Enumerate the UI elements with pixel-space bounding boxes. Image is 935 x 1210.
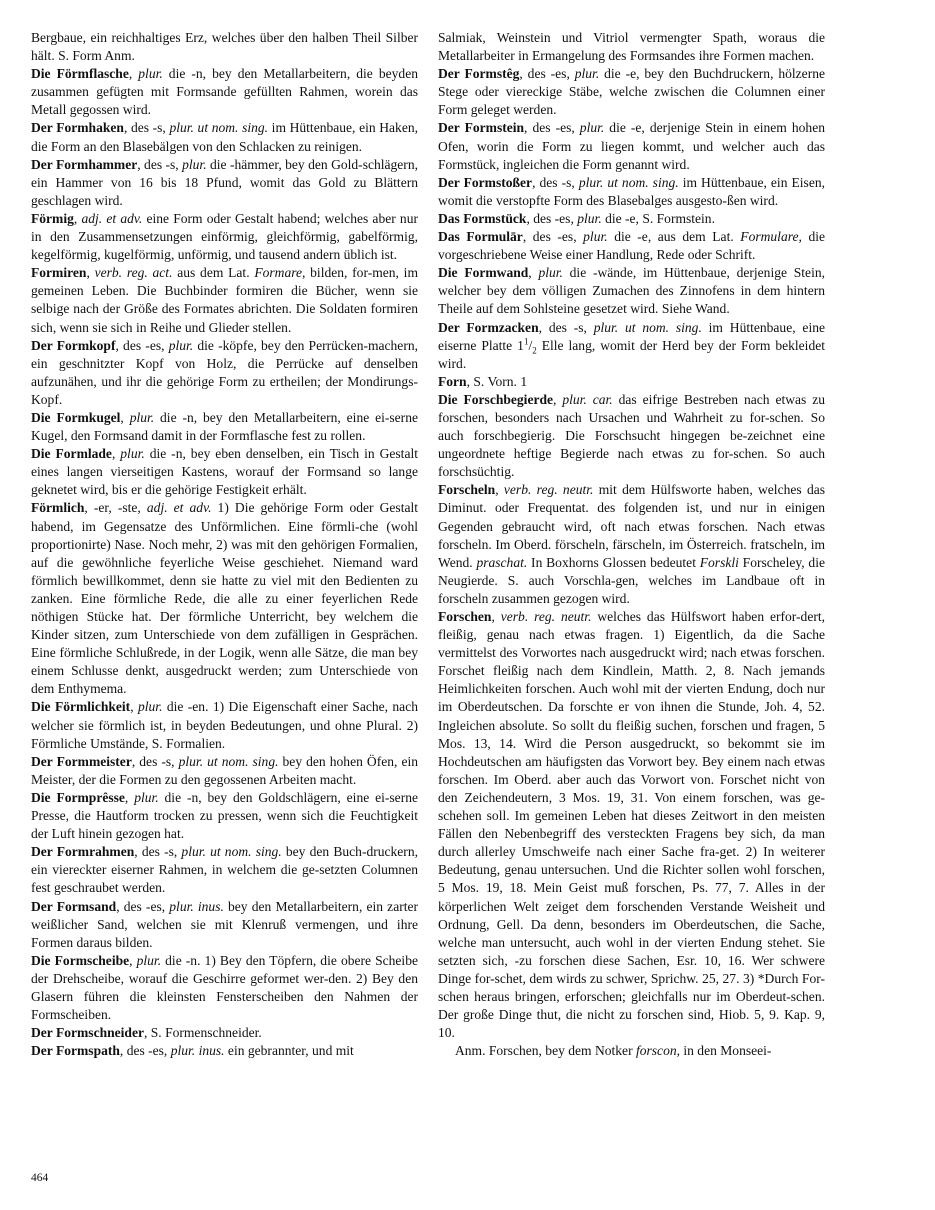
- grammar-note: praschat.: [476, 554, 528, 570]
- dictionary-entry: [31, 29, 418, 65]
- entry-text: , -er, -ste,: [84, 500, 147, 516]
- entry-text: 1) Die gehörige Form oder Gestalt habend, im Gegensatze des Unförmlichen. Eine förmli-che (wohl proportionirte) Nase. Noch mehr, 2) was mit den gehörigen Formalien, auf die gewöhnliche feyerliche Weise geschiehet. Niemand ward förmlich bewillkommet, denn sie hatte zu viel mit den Bedienten zu zanken. Eine förmliche Rede, die alle zu einer feyerlichen Rede nöthigen Stücke hat. Der förmliche Unterricht, bey welchem die Kinder sitzen, zum Unterschiede von dem zufälligen in Gesprächen. Eine förmliche Schlußrede, in der Logik, wenn alle Sätze, die man bey einem Schlusse denkt, ausgedruckt werden; zum Unterschiede von dem Enthymema.: [31, 500, 418, 697]
- entry-text: die -e, derjenige Stein in einem hohen Ofen, worin die Form zu liegen kommt, und welcher auch das Formstück, ingleichen die Form genannt wird.: [438, 120, 825, 172]
- headword: Der Formmeister: [31, 753, 132, 769]
- entry-text: in den Monseei-: [680, 1043, 772, 1059]
- dictionary-entry: [438, 608, 825, 1042]
- headword: Das Formstück: [438, 210, 527, 226]
- headword: Formiren: [31, 265, 87, 281]
- entry-text: ein gebrannter, und mit: [224, 1043, 354, 1059]
- headword: Die Formscheibe: [31, 952, 130, 968]
- grammar-note: plur. ut nom. sing.: [593, 319, 702, 335]
- headword: Die Formprêsse: [31, 789, 125, 805]
- entry-text: ,: [553, 391, 563, 407]
- dictionary-entry: [31, 119, 418, 155]
- grammar-note: plur. car.: [562, 391, 613, 407]
- grammar-note: plur.: [579, 120, 605, 136]
- entry-text: bey den hohen Öfen, ein Meister, der die Formen zu den gegossenen Arbeiten macht.: [31, 753, 418, 787]
- entry-text: die -en. 1) Die Eigenschaft einer Sache, nach welcher sie förmlich ist, in beyden Bedeutungen, und ohne Plural. 2) Förmliche Umstände, S. Formalien.: [31, 699, 418, 751]
- grammar-note: plur.: [134, 789, 159, 805]
- grammar-note: plur. ut nom. sing.: [181, 844, 282, 860]
- headword: Die Formlade: [31, 446, 112, 462]
- entry-text: die -köpfe, bey den Perrücken-machern, ein geschnitzter Kopf von Holz, die Perrücke auf denselben aufzunähen, und ihr die gehörige Form zu ertheilen; der Mondirungs-Kopf.: [31, 337, 418, 407]
- entry-text: die -n. 1) Bey den Töpfern, die obere Scheibe der Drehscheibe, worauf die Geschirre geformet wer-den. 2) Bey den Glasern führen die kleinsten Fensterscheiben den Nahmen der Formscheiben.: [31, 952, 418, 1023]
- dictionary-entry: [438, 119, 825, 173]
- headword: Die Forschbegierde: [438, 391, 554, 407]
- entry-text: , des -es,: [522, 229, 584, 245]
- entry-text: , des -es,: [524, 120, 580, 136]
- dictionary-entry: [31, 264, 418, 336]
- entry-text: ,: [495, 482, 504, 498]
- grammar-note: plur.: [574, 66, 600, 82]
- entry-text: die -n, bey eben denselben, ein Tisch in Gestalt eines langen vierseitigen Kastens, worauf der Formsand so lange geknetet wird, bis er die gehörige Festigkeit erhält.: [31, 446, 418, 498]
- dictionary-entry: [31, 898, 418, 952]
- headword: Der Formspath: [31, 1043, 120, 1059]
- entry-text: ,: [73, 210, 82, 226]
- headword: Der Formhaken: [31, 120, 124, 136]
- entry-text: , des -es,: [116, 898, 170, 914]
- grammar-note: Forskli: [699, 554, 739, 570]
- entry-text: mit dem Hülfsworte haben, welches das Diminut. oder Frequentat. des folgenden ist, und nur in einigen Gegenden gebraucht wird, oft nach etwas forschen. Nach etwas forscheln. Im Oberd. förscheln, färscheln, im Österreich. fratscheln, im Wend.: [438, 482, 826, 570]
- dictionary-entry: [31, 1042, 418, 1060]
- headword: Die Formkugel: [31, 409, 121, 425]
- grammar-note: plur.: [538, 265, 563, 281]
- headword: Der Formrahmen: [31, 844, 135, 860]
- entry-text: die -e, S. Formstein.: [601, 210, 715, 226]
- headword: Förmig: [31, 210, 74, 226]
- dictionary-entry: [31, 753, 418, 789]
- dictionary-entry: [438, 1042, 825, 1060]
- headword: Der Formsand: [31, 898, 117, 914]
- grammar-note: forscon,: [635, 1043, 680, 1059]
- dictionary-entry: [438, 29, 825, 65]
- entry-text: , des -s,: [134, 844, 182, 860]
- entry-text: bilden, for-men, im gemeinen Leben. Die Buchbinder formiren die Bücher, wenn sie selbige nach der Größe des Formates abrichten. Die Soldaten formiren sich, wenn sie sich in Reihe und Glieder stellen.: [31, 265, 418, 335]
- headword: Der Formstein: [438, 120, 525, 136]
- headword: Die Formwand: [438, 265, 529, 281]
- entry-text: ,: [491, 609, 501, 624]
- entry-text: , S. Formenschneider.: [144, 1025, 262, 1041]
- entry-text: In Boxhorns Glossen bedeutet: [527, 554, 700, 570]
- entry-text: im Hüttenbaue, ein Eisen, womit die verstopfte Form des Blasebalges ausgesto-ßen wird.: [438, 174, 825, 208]
- entry-text: 1: [523, 336, 529, 347]
- dictionary-entry: [438, 228, 825, 264]
- grammar-note: Formulare,: [740, 229, 802, 245]
- dictionary-entry: [438, 319, 825, 373]
- entry-text: aus dem Lat.: [172, 265, 255, 281]
- dictionary-entry: [438, 264, 825, 318]
- grammar-note: Formare,: [254, 265, 306, 281]
- grammar-note: plur.: [129, 409, 155, 425]
- entry-text: , S. Vorn. 1: [466, 373, 528, 389]
- headword: Die Förmflasche: [31, 66, 129, 82]
- grammar-note: plur.: [168, 337, 194, 353]
- entry-text: Bergbaue, ein reichhaltiges Erz, welches über den halben Theil Silber hält. S. Form Anm.: [31, 30, 418, 64]
- entry-text: die -hämmer, bey den Gold-schlägern, ein Hammer von 16 bis 18 Pfund, womit das Gold zu Blättern geschlagen wird.: [31, 156, 418, 208]
- grammar-note: plur. ut nom. sing.: [169, 120, 269, 136]
- dictionary-entry: [31, 156, 418, 210]
- left-column: [31, 29, 418, 1060]
- entry-text: , des -s,: [538, 319, 594, 335]
- entry-text: ,: [130, 699, 138, 715]
- entry-text: im Hüttenbaue, ein Haken, die Form an den Blasebälgen von den Schlacken zu reinigen.: [31, 120, 418, 154]
- entry-text: die -n, bey den Metallarbeitern, eine ei-serne Kugel, den Formsand damit in der Formflasche fest zu rollen.: [31, 409, 418, 444]
- grammar-note: verb. reg. neutr.: [500, 609, 592, 624]
- entry-text: , des -es,: [526, 210, 578, 226]
- entry-text: Anm. Forschen, bey dem Notker: [455, 1043, 636, 1059]
- grammar-note: adj. et adv.: [81, 210, 143, 226]
- dictionary-entry: [438, 481, 825, 608]
- dictionary-entry: [438, 174, 825, 210]
- entry-text: Forscheley, die Neugierde. S. auch Vorschla-gen, welches im Landbaue oft in forscheln zusammen gezogen wird.: [438, 554, 825, 606]
- grammar-note: plur. ut nom. sing.: [178, 753, 279, 769]
- grammar-note: plur. ut nom. sing.: [578, 174, 679, 190]
- grammar-note: plur.: [120, 446, 145, 462]
- grammar-note: verb. reg. act.: [94, 265, 173, 281]
- dictionary-entry: [31, 65, 418, 119]
- entry-text: die -n, bey den Metallarbeitern, die beyden zusammen gefügten mit Formsande gefüllten Rahmen, worein das Metall gegossen wird.: [31, 66, 418, 118]
- entry-text: welches das Hülfswort haben erfor-dert, fleißig, genau nach etwas fragen. 1) Eigentlich, da die Sache vermittelst des Vorwortes nach ausgedruckt wird; nach etwas forschen. Forschet fleißig nach dem Kindlein, Matth. 2, 8. Nach jemands Heimlichkeiten forschen. Auch wohl mit der vierten Endung, doch nur im Oberdeutschen. Da forschte er von ihnen die Stunde, Joh. 4, 52. Ingleichen absolute. So sollt du fleißig suchen, forschen und fragen, 5 Mos. 13, 14. Wird die Person ausgedruckt, so bekommt sie im Hochdeutschen am häufigsten das Vorwort bey. Bey einem nach etwas forschen. Im Oberd. aber auch das Vorwort von. Forschet nicht von den Zeichendeutern, 3 Mos. 19, 31. Von einem forschen, was ge-schehen soll. Im gemeinen Leben hat dieses Zeitwort in den meisten Fällen den Nebenbegriff des versteckten Fragens bey sich, da man durch allerley Umschweife nach einer Sache fra-get. 2) In weiterer Bedeutung, genau untersuchen. Und die Richter sollen wohl forschen, 5 Mos. 19, 18. Mein Geist muß forschen, Ps. 77, 7. Alles in der körperlichen Welt zeiget dem forschenden Verstande Weisheit und Ordnung, Gell. Da denn, besonders im Oberdeutschen, die Sache, welche man untersucht, auch wohl in der vierten Endung stehet. Sie setzten sich, -zu forschen diese Sachen, Esr. 10, 16. Wer schwere Dinge for-schet, dem wirds zu schwer, Sprichw. 25, 27. 3) *Durch For-schen heraus bringen, erforschen; gleichfalls nur im Oberdeut-schen. Der große Dinge thut, die nicht zu forschen sind, Hiob. 5, 9. Kap. 9, 10.: [438, 609, 826, 1041]
- dictionary-entry: [438, 373, 825, 391]
- grammar-note: plur.: [182, 156, 207, 172]
- entry-text: im Hüttenbaue, eine eiserne Platte 1: [438, 319, 825, 353]
- entry-text: die -e, bey den Buchdruckern, hölzerne Stege oder viereckige Stäbe, welche zwischen die Columnen einer Form geleget werden.: [438, 66, 825, 118]
- entry-text: ,: [120, 409, 130, 425]
- headword: Forn: [438, 373, 467, 389]
- entry-text: , des -s,: [532, 174, 579, 190]
- entry-text: Salmiak, Weinstein und Vitriol vermengter Spath, woraus die Metallarbeiter in Ermangelung des Formsandes ihre Formen machen.: [438, 30, 825, 64]
- headword: Die Förmlichkeit: [31, 699, 131, 715]
- entry-text: ,: [111, 446, 121, 462]
- entry-text: die vorgeschriebene Weise einer Handlung, Rede oder Schrift.: [438, 229, 826, 263]
- headword: Förmlich: [31, 500, 85, 516]
- entry-text: , des -s,: [123, 120, 170, 136]
- entry-text: , des -es,: [115, 337, 169, 353]
- headword: Der Formkopf: [31, 337, 116, 353]
- entry-text: /: [528, 337, 533, 353]
- entry-text: ,: [129, 952, 137, 968]
- entry-text: , des -s,: [131, 753, 179, 769]
- dictionary-entry: [31, 698, 418, 752]
- page-number: 464: [31, 1172, 49, 1184]
- entry-text: ,: [528, 265, 539, 281]
- grammar-note: verb. reg. neutr.: [503, 482, 594, 498]
- headword: Forschen: [438, 609, 492, 624]
- dictionary-entry: [31, 789, 418, 843]
- grammar-note: plur. inus.: [170, 1043, 225, 1059]
- entry-text: ,: [86, 265, 95, 281]
- entry-text: die -e, aus dem Lat.: [607, 229, 741, 245]
- dictionary-entry: [31, 409, 418, 445]
- dictionary-entry: [31, 499, 418, 698]
- entry-text: , des -es,: [519, 66, 575, 82]
- dictionary-entry: [438, 210, 825, 228]
- dictionary-entry: [31, 210, 418, 264]
- entry-text: ,: [124, 789, 135, 805]
- grammar-note: plur.: [136, 952, 162, 968]
- entry-text: 2: [532, 345, 537, 356]
- grammar-note: plur.: [577, 210, 602, 226]
- right-column: [438, 29, 825, 1060]
- dictionary-entry: [438, 391, 825, 481]
- headword: Der Formzacken: [438, 319, 539, 335]
- entry-text: das eifrige Bestreben nach etwas zu forschen, besonders nach Ursachen und Wahrheit zu for-schen. So auch forschbegierig. Die Forschsucht hingegen be-zeichnet eine ungeordnete heftige Begierde nach etwas zu for-schen. So auch forschsüchtig.: [438, 391, 825, 480]
- entry-text: , des -es,: [119, 1043, 171, 1059]
- grammar-note: adj. et adv.: [146, 500, 212, 516]
- grammar-note: plur.: [138, 66, 163, 82]
- dictionary-entry: [31, 952, 418, 1024]
- dictionary-entry: [31, 445, 418, 499]
- grammar-note: plur.: [583, 229, 608, 245]
- entry-text: bey den Buch-druckern, ein viereckter eiserner Rahmen, in welchem die ge-setzten Columnen fest geschraubet werden.: [31, 844, 418, 896]
- headword: Der Formstoßer: [438, 174, 533, 190]
- dictionary-entry: [438, 65, 825, 119]
- headword: Der Formschneider: [31, 1025, 144, 1041]
- entry-text: Elle lang, womit der Herd bey der Form bekleidet wird.: [438, 337, 825, 371]
- entry-text: bey den Metallarbeitern, ein zarter weißlicher Sand, welchen sie mit Klenruß vermengen, und ihre Formen daraus bilden.: [31, 898, 419, 950]
- grammar-note: plur.: [137, 699, 163, 715]
- dictionary-entry: [31, 1024, 418, 1042]
- headword: Der Formhammer: [31, 156, 138, 172]
- dictionary-entry: [31, 843, 418, 897]
- headword: Forscheln: [438, 482, 496, 498]
- headword: Das Formulār: [438, 229, 523, 245]
- entry-text: eine Form oder Gestalt habend; welches aber nur in den Zusammensetzungen einförmig, gleichförmig, gabelförmig, kegelförmig, kugelförmig, unförmig, und tausend andern üblich ist.: [31, 210, 418, 263]
- dictionary-entry: [31, 337, 418, 409]
- entry-text: die -n, bey den Goldschlägern, eine ei-serne Presse, die Hautform trocken zu pressen, wenn sich die Feuchtigkeit der Luft hinein gezogen hat.: [31, 789, 418, 842]
- entry-text: die -wände, im Hüttenbaue, derjenige Stein, welcher bey dem völligen Zumachen des Zinnofens in dem hintern Theile auf dem Sohlsteine gesetzet wird. Siehe Wand.: [438, 265, 825, 317]
- grammar-note: plur. inus.: [169, 898, 224, 914]
- entry-text: , des -s,: [137, 156, 183, 172]
- headword: Der Formstêg: [438, 66, 520, 82]
- entry-text: ,: [128, 66, 139, 82]
